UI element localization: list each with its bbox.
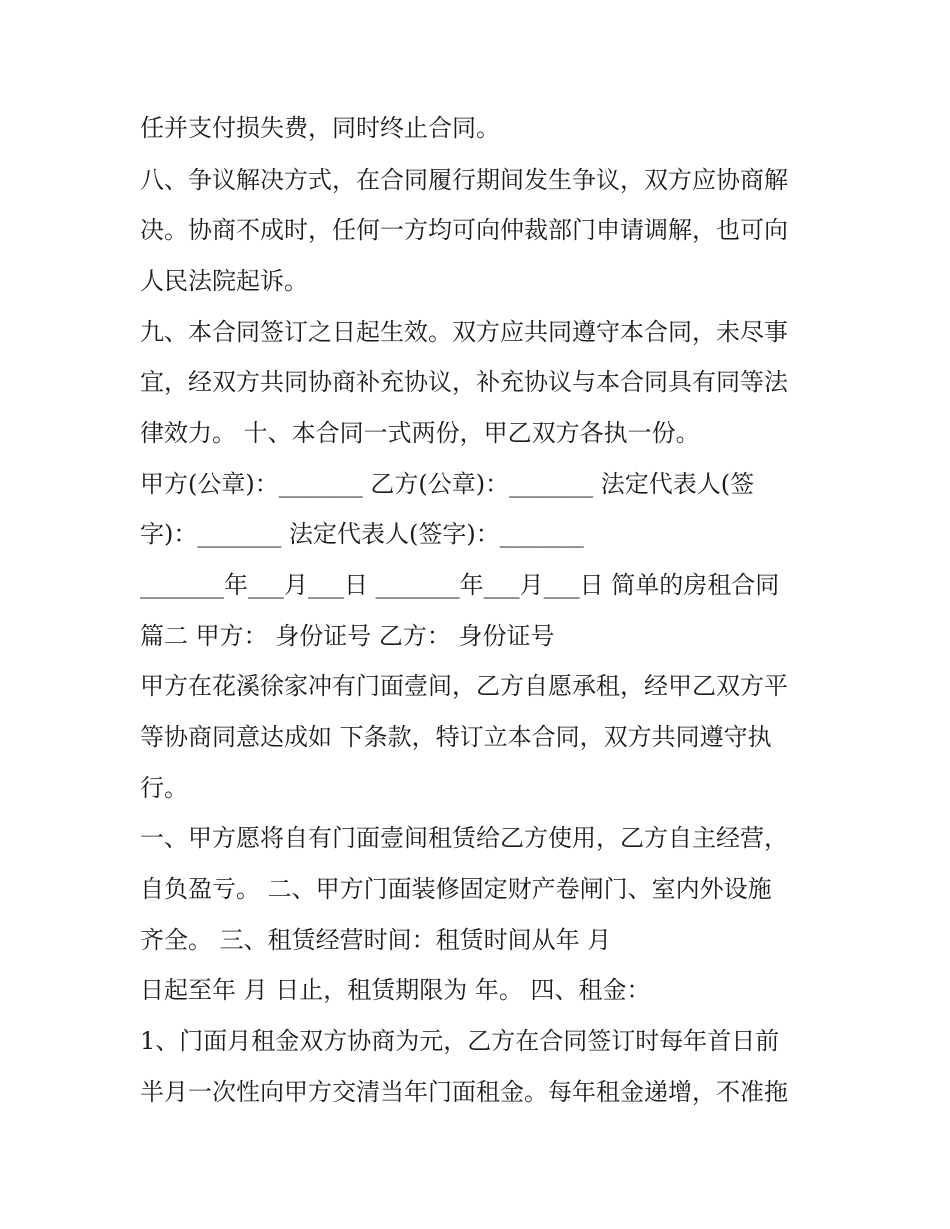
text-line: 自负盈亏。 二、甲方门面装修固定财产卷闸门、室内外设施	[140, 875, 772, 903]
text-line: 行。	[140, 774, 188, 802]
text-line: 1、门面月租金双方协商为元，乙方在合同签订时每年首日前	[140, 1027, 780, 1055]
text-line: 八、争议解决方式，在合同履行期间发生争议，双方应协商解	[140, 166, 788, 194]
text-line: _______年___月___日 _______年___月___日 简单的房租合同	[140, 571, 780, 599]
text-line: 字)：_______ 法定代表人(签字)：_______	[140, 520, 584, 548]
text-line: 日起至年 月 日止，租赁期限为 年。 四、租金：	[140, 976, 651, 1004]
text-line: 篇二 甲方： 身份证号 乙方： 身份证号	[140, 622, 555, 650]
text-line: 甲方(公章)：_______ 乙方(公章)：_______ 法定代表人(签	[140, 470, 755, 498]
text-line: 甲方在花溪徐家冲有门面壹间，乙方自愿承租，经甲乙双方平	[140, 672, 788, 700]
text-line: 等协商同意达成如 下条款，特订立本合同，双方共同遵守执	[140, 723, 772, 751]
text-line: 半月一次性向甲方交清当年门面租金。每年租金递增，不准拖	[140, 1078, 788, 1106]
text-line: 人民法院起诉。	[140, 267, 308, 295]
text-line: 决。协商不成时，任何一方均可向仲裁部门申请调解，也可向	[140, 216, 788, 244]
text-line: 一、甲方愿将自有门面壹间租赁给乙方使用，乙方自主经营，	[140, 824, 788, 852]
text-line: 律效力。 十、本合同一式两份，甲乙双方各执一份。	[140, 419, 700, 447]
text-line: 宜，经双方共同协商补充协议，补充协议与本合同具有同等法	[140, 368, 788, 396]
text-line: 齐全。 三、租赁经营时间：租赁时间从年 月	[140, 926, 612, 954]
text-line: 任并支付损失费，同时终止合同。	[140, 114, 500, 142]
text-line: 九、本合同签订之日起生效。双方应共同遵守本合同，未尽事	[140, 318, 788, 346]
